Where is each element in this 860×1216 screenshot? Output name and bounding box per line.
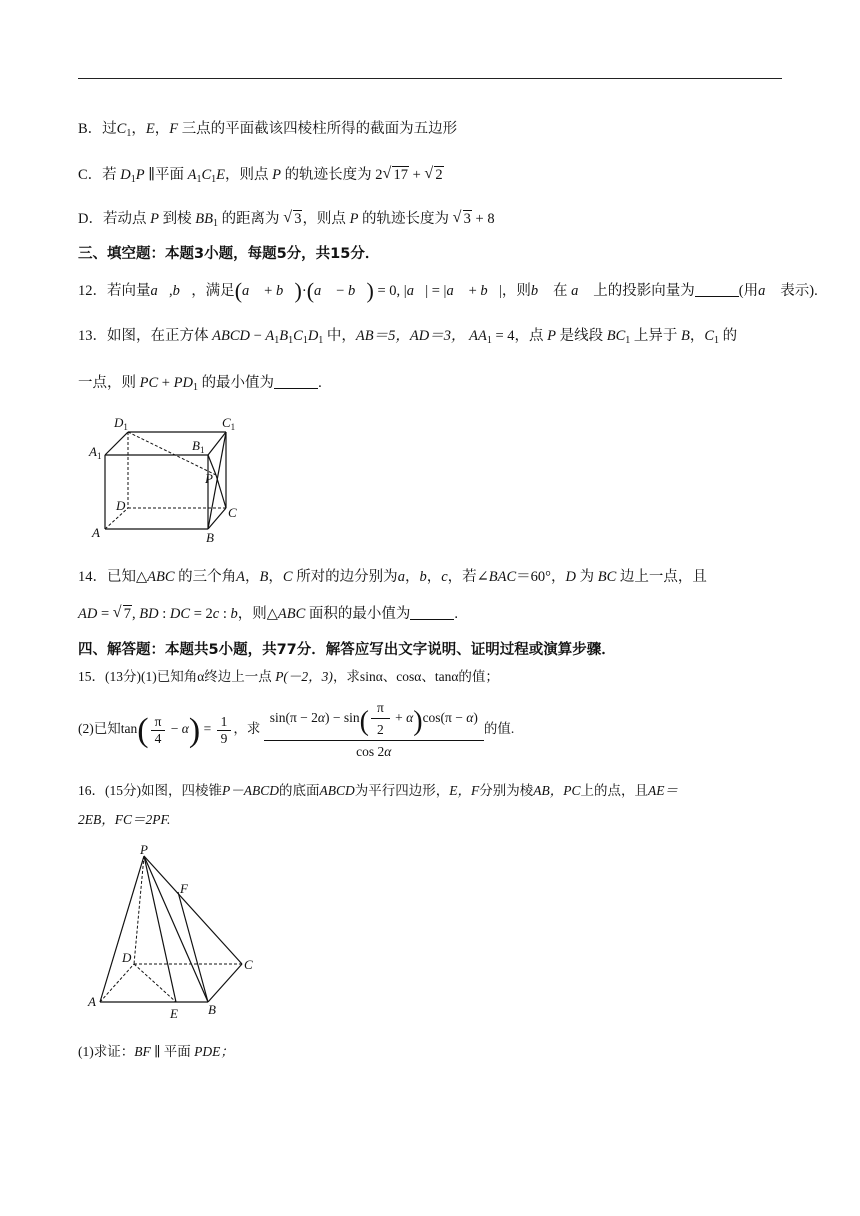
label-d: D (116, 498, 126, 513)
label-b: B (208, 1002, 216, 1017)
label-c: C (228, 505, 237, 520)
option-d: D．若动点 P 到棱 $BB_1$ 的距离为 √ 3，则点 P 的轨迹长度为 √ 3 + 8 (78, 207, 495, 229)
label-a: A (92, 525, 100, 540)
label-b1: $B_1$ (192, 438, 205, 455)
label-c: C (244, 957, 253, 972)
label-b: B (206, 530, 214, 545)
question-13-line1: 13．如图，在正方体 ABCD − $A_1B_1C_1D_1$ 中，AB＝5，AD＝3， $AA_1 = 4$，点 P 是线段 $BC_1$ 上异于 B，$C_1$ 的 (78, 328, 738, 346)
label-c1: $C_1$ (222, 415, 236, 432)
question-14-line1: 14．已知△ABC 的三个角A，B，C 所对的边分别为a，b，c，若∠BAC＝60°，D 为 BC 边上一点，且 (78, 569, 707, 585)
cuboid-figure (88, 410, 248, 548)
pyramid-figure (86, 838, 266, 1022)
option-c: C．若 $D_1P$ ∥平面 $A_1C_1E$，则点 P 的轨迹长度为 2√ 17 + √ 2 (78, 163, 444, 185)
question-13-line2: 一点，则 PC + $PD_1$ 的最小值为 . (78, 375, 322, 393)
label-f: F (180, 881, 188, 896)
question-15-part1: 15．(13分)(1)已知角α终边上一点 P(－2，3)，求sinα、cosα、tanα的值； (78, 669, 499, 684)
question-15-part2: (2)已知tan( $\frac{\pi}{4}$ − α) = $\frac{1}{9}$ ，求 sin(π − 2α) − sin( $\frac{\pi}{2}$ + α)cos(π − α) cos 2α 的值. (78, 700, 515, 760)
label-a1: $A_1$ (89, 444, 102, 461)
section-3-title: 三、填空题：本题3小题，每题5分，共15分． (78, 246, 380, 262)
option-b: B．过$C_1$，E，F 三点的平面截该四棱柱所得的截面为五边形 (78, 121, 458, 139)
label-p: P (205, 471, 213, 486)
header-rule (78, 78, 782, 79)
question-16-line1: 16．(15分)如图，四棱锥P－ABCD的底面ABCD为平行四边形，E，F分别为棱AB，PC上的点，且AE＝ (78, 783, 678, 798)
label-d: D (122, 950, 132, 965)
question-12: 12．若向量a⃗,b⃗，满足(a⃗ + b⃗)·(a⃗ − b⃗) = 0, |a⃗| = |a⃗ + b⃗|，则b⃗ 在 a⃗ 上的投影向量为 (用a⃗ 表示). (78, 278, 818, 303)
question-14-line2: AD = √ 7, BD : DC = 2c : b，则△ABC 面积的最小值为 . (78, 602, 458, 623)
section-4-title: 四、解答题：本题共5小题，共77分．解答应写出文字说明、证明过程或演算步骤． (78, 642, 616, 658)
question-16-line2: 2EB，FC＝2PF. (78, 812, 171, 827)
label-p: P (140, 842, 148, 857)
label-d1: $D_1$ (114, 415, 128, 432)
question-16-sub1: (1)求证：BF ∥ 平面 PDE； (78, 1044, 234, 1059)
label-e: E (170, 1006, 178, 1021)
label-a: A (88, 994, 96, 1009)
